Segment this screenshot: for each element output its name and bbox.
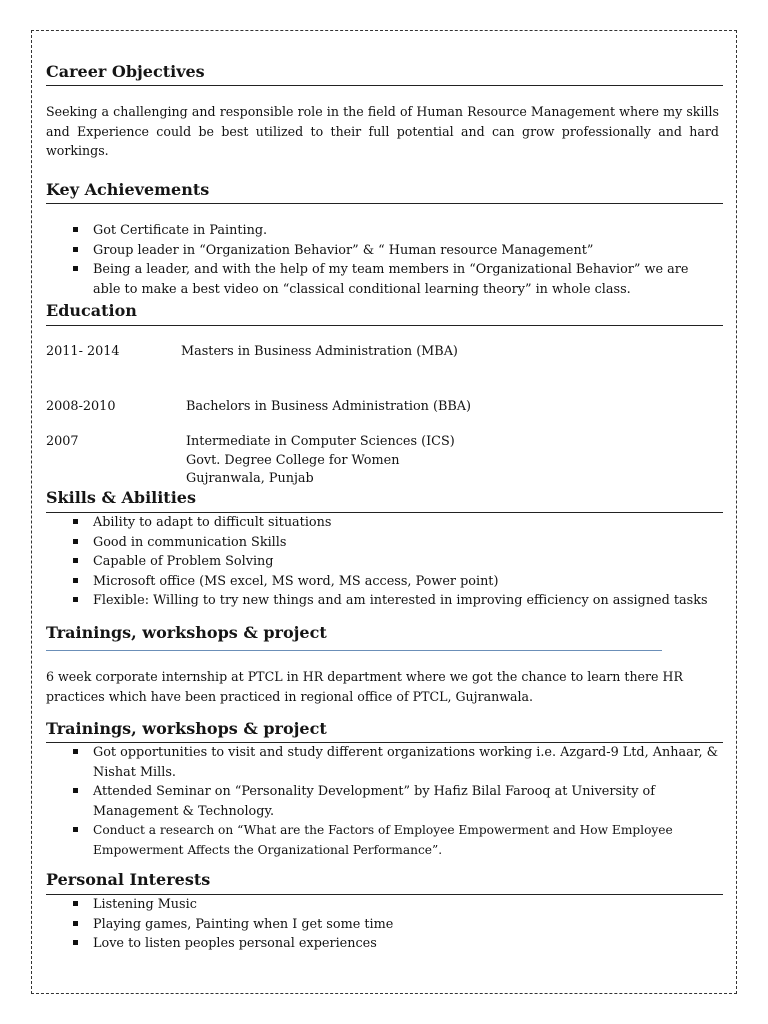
education-institution: Govt. Degree College for Women xyxy=(186,453,400,468)
list-item: Capable of Problem Solving xyxy=(70,552,730,572)
bullet-icon xyxy=(73,539,78,544)
education-year: 2007 xyxy=(46,434,79,449)
education-heading: Education xyxy=(46,301,137,320)
education-year: 2008-2010 xyxy=(46,399,116,414)
interests-list xyxy=(70,895,730,954)
bullet-icon xyxy=(73,247,78,252)
list-item: Ability to adapt to difficult situations xyxy=(70,513,730,533)
list-item: Group leader in “Organization Behavior” & “ Human resource Management” xyxy=(70,241,700,261)
skills-list xyxy=(70,513,730,611)
trainings-list xyxy=(70,743,730,860)
list-item: Attended Seminar on “Personality Development” by Hafiz Bilal Farooq at University of Management & Technology. xyxy=(70,782,730,821)
trainings-heading-2: Trainings, workshops & project xyxy=(46,719,327,738)
section-divider xyxy=(46,650,662,651)
list-item: Being a leader, and with the help of my team members in “Organizational Behavior” we are able to make a best video on “classical conditional learning theory” in whole class. xyxy=(70,260,700,299)
achievements-list xyxy=(70,221,700,299)
list-item: Flexible: Willing to try new things and am interested in improving efficiency on assigned tasks xyxy=(70,591,730,611)
bullet-icon xyxy=(73,227,78,232)
list-item: Playing games, Painting when I get some time xyxy=(70,915,730,935)
list-item: Love to listen peoples personal experiences xyxy=(70,934,730,954)
bullet-icon xyxy=(73,921,78,926)
bullet-icon xyxy=(73,558,78,563)
section-divider xyxy=(46,325,723,326)
bullet-icon xyxy=(73,597,78,602)
list-item: Got Certificate in Painting. xyxy=(70,221,700,241)
bullet-icon xyxy=(73,827,78,832)
list-item: Good in communication Skills xyxy=(70,533,730,553)
career-objectives-text: Seeking a challenging and responsible role in the field of Human Resource Management where my skills and Experience could be best utilized to their full potential and can grow professionally and hard workings. xyxy=(46,104,719,158)
bullet-icon xyxy=(73,578,78,583)
section-divider xyxy=(46,203,723,204)
bullet-icon xyxy=(73,940,78,945)
list-item: Got opportunities to visit and study different organizations working i.e. Azgard-9 Ltd, Anhaar, & Nishat Mills. xyxy=(70,743,730,782)
education-degree: Intermediate in Computer Sciences (ICS) xyxy=(186,434,455,449)
bullet-icon xyxy=(73,519,78,524)
list-item: Microsoft office (MS excel, MS word, MS access, Power point) xyxy=(70,572,730,592)
key-achievements-heading: Key Achievements xyxy=(46,180,210,199)
career-objectives-heading: Career Objectives xyxy=(46,62,205,81)
education-degree: Bachelors in Business Administration (BBA) xyxy=(186,399,472,414)
trainings-heading: Trainings, workshops & project xyxy=(46,623,327,642)
trainings-text: 6 week corporate internship at PTCL in HR department where we got the chance to learn there HR practices which have been practiced in regional office of PTCL, Gujranwala. xyxy=(46,669,683,704)
interests-heading: Personal Interests xyxy=(46,870,211,889)
section-divider xyxy=(46,85,723,86)
bullet-icon xyxy=(73,788,78,793)
bullet-icon xyxy=(73,749,78,754)
bullet-icon xyxy=(73,901,78,906)
education-location: Gujranwala, Punjab xyxy=(186,471,314,486)
education-year: 2011- 2014 xyxy=(46,344,120,359)
bullet-icon xyxy=(73,266,78,271)
list-item: Conduct a research on “What are the Factors of Employee Empowerment and How Employee Empowerment Affects the Organizational Performance”. xyxy=(70,821,730,860)
skills-heading: Skills & Abilities xyxy=(46,488,196,507)
education-degree: Masters in Business Administration (MBA) xyxy=(181,344,458,359)
list-item: Listening Music xyxy=(70,895,730,915)
